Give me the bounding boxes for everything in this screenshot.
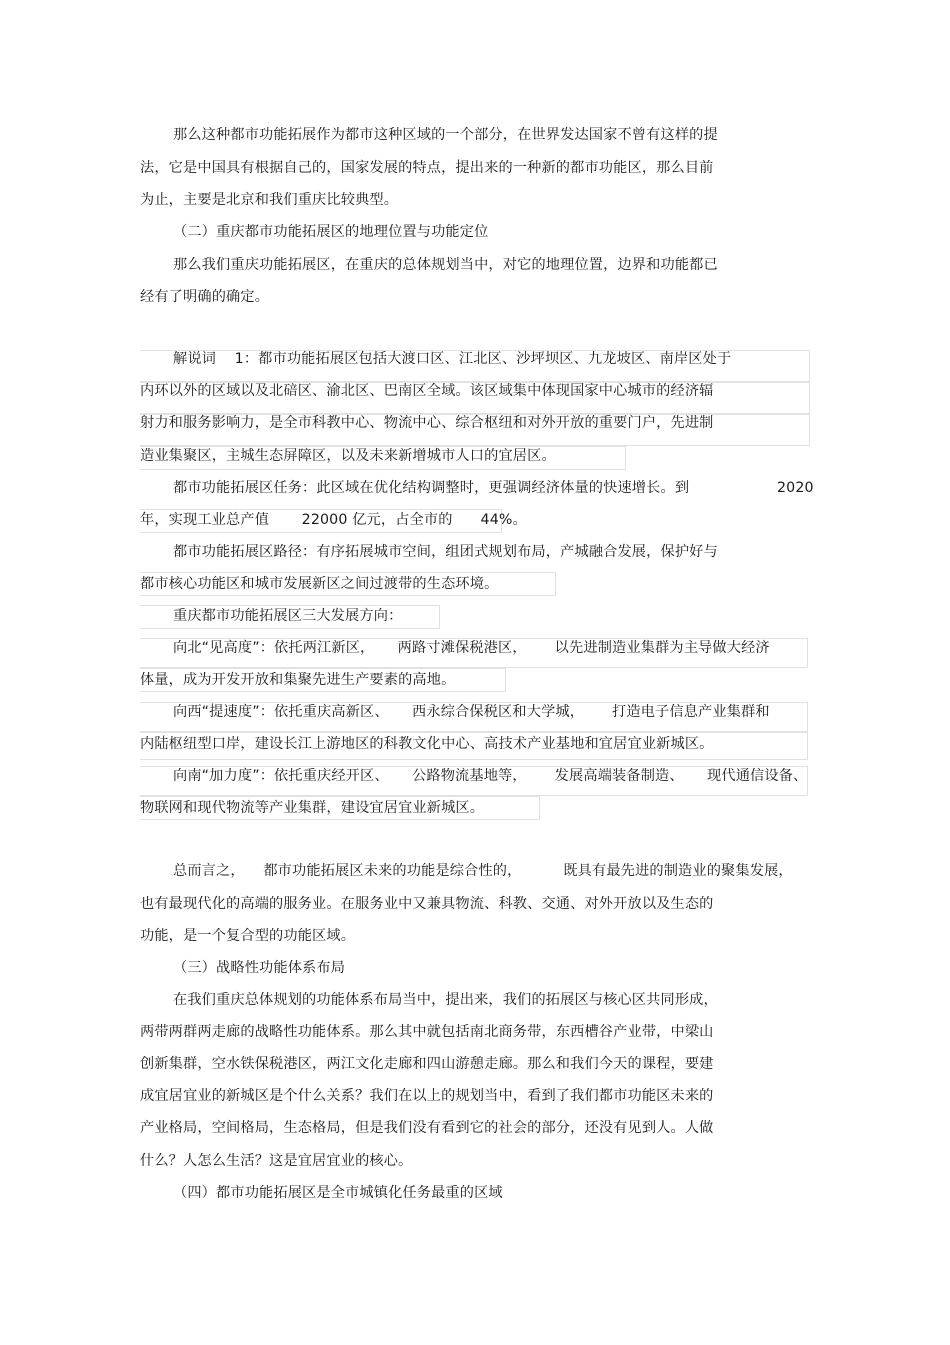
text-line: 射力和服务影响力，是全市科教中心、物流中心、综合枢纽和对外开放的重要门户，先进制 <box>140 415 714 431</box>
text-line: 经有了明确的确定。 <box>140 289 270 305</box>
text-line: 什么？人怎么生活？这是宜居宜业的核心。 <box>140 1153 413 1169</box>
text-line: 总而言之， 都市功能拓展区未来的功能是综合性的， 既具有最先进的制造业的聚集发展， <box>173 863 793 879</box>
text-line: 物联网和现代物流等产业集群，建设宜居宜业新城区。 <box>140 800 485 816</box>
section-heading: （三）战略性功能体系布局 <box>173 960 346 976</box>
section-heading: （四）都市功能拓展区是全市城镇化任务最重的区域 <box>173 1185 503 1201</box>
section-heading: （二）重庆都市功能拓展区的地理位置与功能定位 <box>173 224 489 240</box>
text-line: 解说词 1：都市功能拓展区包括大渡口区、江北区、沙坪坝区、九龙坡区、南岸区处于 <box>173 351 732 367</box>
text-line: 造业集聚区，主城生态屏障区，以及未来新增城市人口的宜居区。 <box>140 448 556 464</box>
text-line: 重庆都市功能拓展区三大发展方向： <box>173 608 403 624</box>
text-line: 在我们重庆总体规划的功能体系布局当中，提出来，我们的拓展区与核心区共同形成， <box>173 992 718 1008</box>
text-line: 两带两群两走廊的战略性功能体系。那么其中就包括南北商务带，东西槽谷产业带，中梁山 <box>140 1024 714 1040</box>
text-line: 都市功能拓展区路径：有序拓展城市空间，组团式规划布局，产城融合发展，保护好与 <box>173 544 718 560</box>
text-line: 那么这种都市功能拓展作为都市这种区域的一个部分，在世界发达国家不曾有这样的提 <box>173 127 718 143</box>
text-line: 都市核心功能区和城市发展新区之间过渡带的生态环境。 <box>140 576 499 592</box>
text-line: 那么我们重庆功能拓展区，在重庆的总体规划当中，对它的地理位置，边界和功能都已 <box>173 257 718 273</box>
text-line: 都市功能拓展区任务：此区域在优化结构调整时，更强调经济体量的快速增长。到 <box>173 480 690 496</box>
text-line: 年，实现工业总产值 22000 亿元，占全市的 44%。 <box>140 512 527 528</box>
text-line: 为止，主要是北京和我们重庆比较典型。 <box>140 192 399 208</box>
text-line: 向南“加力度”：依托重庆经开区、 公路物流基地等， 发展高端装备制造、 现代通信设备、 <box>173 768 808 784</box>
text-line: 也有最现代化的高端的服务业。在服务业中又兼具物流、科教、交通、对外开放以及生态的 <box>140 896 714 912</box>
text-line: 内环以外的区域以及北碚区、渝北区、巴南区全域。该区域集中体现国家中心城市的经济辐 <box>140 383 714 399</box>
text-line: 产业格局，空间格局，生态格局，但是我们没有看到它的社会的部分，还没有见到人。人做 <box>140 1120 714 1136</box>
year-value: 2020 <box>777 480 814 496</box>
text-line: 成宜居宜业的新城区是个什么关系？我们在以上的规划当中，看到了我们都市功能区未来的 <box>140 1088 714 1104</box>
text-line: 体量，成为开发开放和集聚先进生产要素的高地。 <box>140 672 456 688</box>
text-line: 内陆枢纽型口岸，建设长江上游地区的科教文化中心、高技术产业基地和宜居宜业新城区。 <box>140 736 714 752</box>
text-line: 法，它是中国具有根据自己的，国家发展的特点，提出来的一种新的都市功能区，那么目前 <box>140 160 714 176</box>
text-line: 创新集群，空水铁保税港区，两江文化走廊和四山游憩走廊。那么和我们今天的课程，要建 <box>140 1056 714 1072</box>
text-line: 功能，是一个复合型的功能区域。 <box>140 928 356 944</box>
text-line: 向北“见高度”：依托两江新区， 两路寸滩保税港区， 以先进制造业集群为主导做大经济 <box>173 640 770 656</box>
text-line: 向西“提速度”：依托重庆高新区、 西永综合保税区和大学城， 打造电子信息产业集群和 <box>173 704 770 720</box>
